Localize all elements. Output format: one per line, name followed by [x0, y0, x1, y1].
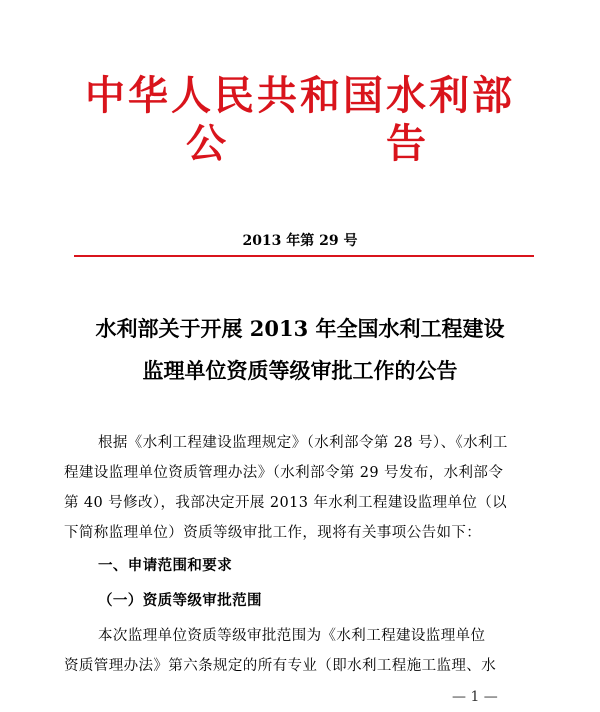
header-notice	[0, 120, 600, 168]
notice-char-1: 公	[186, 120, 226, 167]
section-heading: 一、申请范围和要求	[98, 557, 233, 574]
body-paragraph-line: 第 40 号修改），我部决定开展 2013 年水利工程建设监理单位（以	[64, 495, 508, 511]
header-agency: 中华人民共和国水利部	[85, 72, 515, 119]
body-paragraph-line: 资质管理办法》第六条规定的所有专业（即水利工程施工监理、水	[64, 658, 497, 674]
body-paragraph-line: 本次监理单位资质等级审批范围为《水利工程建设监理单位	[98, 628, 486, 644]
document-title-line-1: 水利部关于开展 2013 年全国水利工程建设	[95, 316, 505, 341]
body-paragraph-line: 根据《水利工程建设监理规定》（水利部令第 28 号）、《水利工	[98, 435, 508, 451]
body-paragraph-line: 下简称监理单位）资质等级审批工作，现将有关事项公告如下：	[64, 525, 482, 541]
page-number: — 1 —	[452, 689, 498, 705]
document-title-line-2: 监理单位资质等级审批工作的公告	[142, 358, 458, 383]
subsection-heading: （一）资质等级审批范围	[98, 592, 262, 609]
notice-char-2: 告	[386, 120, 426, 167]
document-number: 2013 年第 29 号	[242, 233, 358, 249]
red-divider	[74, 255, 534, 257]
body-paragraph-line: 程建设监理单位资质管理办法》（水利部令第 29 号发布，水利部令	[64, 465, 504, 481]
